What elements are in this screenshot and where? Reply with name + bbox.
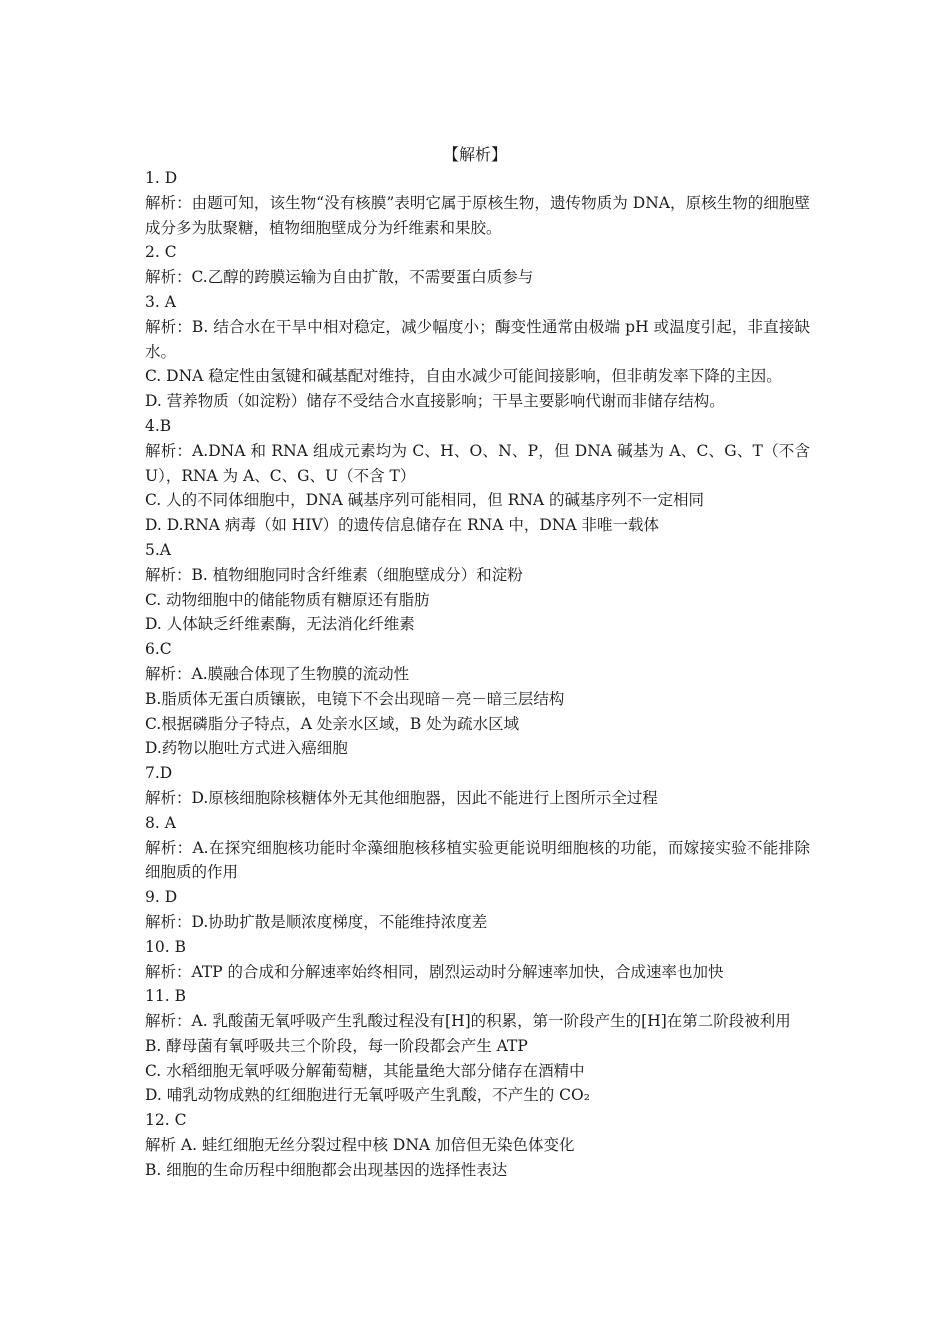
answer-line: 解析：B. 植物细胞同时含纤维素（细胞壁成分）和淀粉 (145, 565, 523, 584)
answer-line: 解析 A. 蛙红细胞无丝分裂过程中核 DNA 加倍但无染色体变化 (145, 1136, 575, 1155)
page-title: 【解析】 (442, 145, 507, 164)
answer-line: 解析：A. 乳酸菌无氧呼吸产生乳酸过程没有[H]的积累，第一阶段产生的[H]在第二阶段被利用 (145, 1012, 791, 1031)
answer-line: 解析：A.膜融合体现了生物膜的流动性 (145, 664, 410, 683)
answer-line: B. 细胞的生命历程中细胞都会出现基因的选择性表达 (145, 1160, 508, 1179)
answer-line: 解析：由题可知，该生物“没有核膜”表明它属于原核生物，遗传物质为 DNA，原核生物的细胞壁成分多为肽聚糖，植物细胞壁成分为纤维素和果胶。 (145, 193, 810, 237)
answer-line: 2. C (145, 243, 177, 262)
answer-line: 解析：B. 结合水在干旱中相对稳定，减少幅度小；酶变性通常由极端 pH 或温度引起，非直接缺水。 (145, 317, 810, 361)
answer-line: 3. A (145, 292, 176, 311)
answer-line: 11. B (145, 987, 186, 1006)
answer-line: D. 营养物质（如淀粉）储存不受结合水直接影响；干旱主要影响代谢而非储存结构。 (145, 392, 725, 411)
answer-line: D.药物以胞吐方式进入癌细胞 (145, 739, 348, 758)
answer-line: C. 水稻细胞无氧呼吸分解葡萄糖，其能量绝大部分储存在酒精中 (145, 1061, 585, 1080)
answer-line: C. 动物细胞中的储能物质有糖原还有脂肪 (145, 590, 430, 609)
answer-line: C. DNA 稳定性由氢键和碱基配对维持，自由水减少可能间接影响，但非萌发率下降的主因。 (145, 367, 782, 386)
answer-line: 解析：C.乙醇的跨膜运输为自由扩散，不需要蛋白质参与 (145, 268, 534, 287)
answer-line: D. 人体缺乏纤维素酶，无法消化纤维素 (145, 615, 415, 634)
answer-line: B. 酵母菌有氧呼吸共三个阶段，每一阶段都会产生 ATP (145, 1036, 528, 1055)
answer-line: 10. B (145, 937, 186, 956)
answer-line: 解析：ATP 的合成和分解速率始终相同，剧烈运动时分解速率加快，合成速率也加快 (145, 962, 724, 981)
answer-line: C. 人的不同体细胞中，DNA 碱基序列可能相同，但 RNA 的碱基序列不一定相同 (145, 491, 705, 510)
answer-line: B.脂质体无蛋白质镶嵌，电镜下不会出现暗－亮－暗三层结构 (145, 689, 565, 708)
answer-line: 1. D (145, 169, 178, 187)
answer-line: 解析：A.DNA 和 RNA 组成元素均为 C、H、O、N、P，但 DNA 碱基为 A、C、G、T（不含 U），RNA 为 A、C、G、U（不含 T） (145, 441, 810, 485)
answer-line: 解析：D.原核细胞除核糖体外无其他细胞器，因此不能进行上图所示全过程 (145, 788, 658, 807)
answer-line: 4.B (145, 416, 172, 435)
answer-line: C.根据磷脂分子特点，A 处亲水区域，B 处为疏水区域 (145, 714, 520, 733)
answer-line: 解析：A.在探究细胞核功能时伞藻细胞核移植实验更能说明细胞核的功能，而嫁接实验不能排除细胞质的作用 (145, 838, 810, 882)
answer-line: 9. D (145, 888, 178, 907)
answer-line: D. 哺乳动物成熟的红细胞进行无氧呼吸产生乳酸，不产生的 CO₂ (145, 1086, 590, 1105)
answer-line: 12. C (145, 1111, 187, 1130)
answer-line: 解析：D.协助扩散是顺浓度梯度，不能维持浓度差 (145, 912, 488, 931)
answer-line: 5.A (145, 540, 171, 559)
answer-content (145, 166, 810, 1183)
answer-line: 8. A (145, 813, 176, 832)
answer-line: 7.D (145, 764, 173, 783)
answer-line: 6.C (145, 640, 172, 659)
answer-line: D. D.RNA 病毒（如 HIV）的遗传信息储存在 RNA 中，DNA 非唯一载体 (145, 516, 660, 535)
